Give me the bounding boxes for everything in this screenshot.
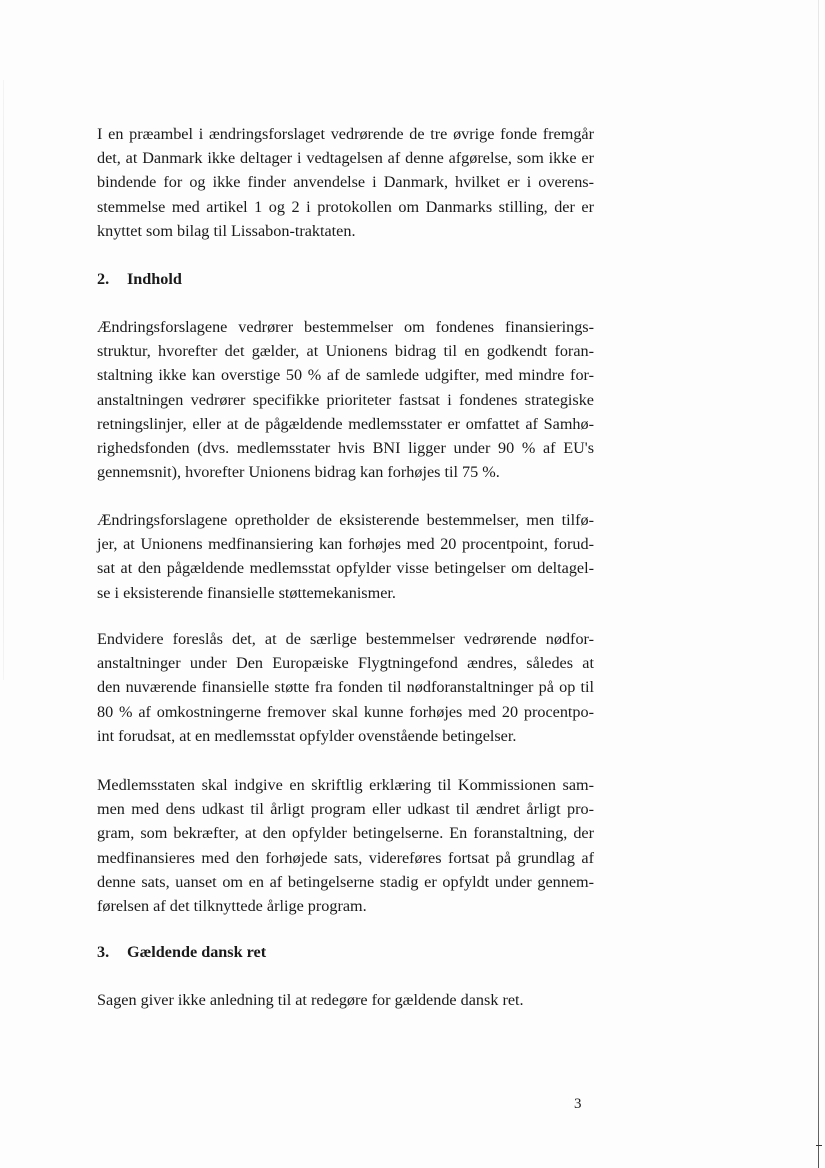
- content-paragraph: [97, 773, 594, 918]
- heading-number: 3.: [97, 943, 110, 961]
- text-line: gennemsnit), hvorefter Unionens bidrag kan forhøjes til 75 %.: [97, 463, 500, 482]
- text-line: se i eksisterende finansielle støttemekanismer.: [97, 583, 396, 602]
- text-line: men med dens udkast til årligt program eller udkast til ændret årligt pro-: [97, 800, 594, 819]
- text-line: den nuværende finansielle støtte fra fonden til nødforanstaltninger på op til: [97, 678, 594, 697]
- section-heading-gaeldende-dansk-ret: [97, 940, 594, 964]
- text-line: førelsen af det tilknyttede årlige program.: [97, 897, 367, 916]
- text-line: I en præambel i ændringsforslaget vedrørende de tre øvrige fonde fremgår: [97, 125, 594, 143]
- text-line: 80 % af omkostningerne fremover skal kunne forhøjes med 20 procentpo-: [97, 702, 594, 721]
- scan-edge-right: [818, 0, 819, 1168]
- page-number: 3: [574, 1096, 582, 1112]
- text-line: anstaltningen vedrører specifikke prioriteter fastsat i fondenes strategiske: [97, 390, 594, 409]
- heading-title: Gældende dansk ret: [127, 943, 267, 961]
- text-line: Endvidere foreslås det, at de særlige bestemmelser vedrørende nødfor-: [97, 630, 594, 648]
- text-line: denne sats, uanset om en af betingelserne stadig er opfyldt under gennem-: [97, 872, 594, 891]
- text-line: bindende for og ikke finder anvendelse i Danmark, hvilket er i overens-: [97, 173, 594, 192]
- text-line: det, at Danmark ikke deltager i vedtagelsen af denne afgørelse, som ikke er: [97, 149, 594, 168]
- text-line: stemmelse med artikel 1 og 2 i protokollen om Danmarks stilling, der er: [97, 197, 594, 216]
- text-line: retningslinjer, eller at de pågældende medlemsstater er omfattet af Samhø-: [97, 414, 594, 433]
- intro-paragraph: [97, 122, 594, 243]
- text-line: medfinansieres med den forhøjede sats, videreføres fortsat på grundlag af: [97, 848, 594, 867]
- text-line: jer, at Unionens medfinansiering kan forhøjes med 20 procentpoint, forud-: [97, 535, 594, 554]
- text-line: Ændringsforslagene opretholder de eksisterende bestemmelser, men tilfø-: [97, 511, 594, 529]
- heading-number: 2.: [97, 270, 110, 288]
- text-line: sat at den pågældende medlemsstat opfylder visse betingelser om deltagel-: [97, 559, 594, 578]
- scan-edge-left: [3, 80, 4, 680]
- text-line: righedsfonden (dvs. medlemsstater hvis BNI ligger under 90 % af EU's: [97, 439, 594, 458]
- text-line: int forudsat, at en medlemsstat opfylder ovenstående betingelser.: [97, 726, 517, 745]
- text-line: anstaltninger under Den Europæiske Flygtningefond ændres, således at: [97, 654, 594, 673]
- content-paragraph: [97, 508, 594, 605]
- text-line: Sagen giver ikke anledning til at redegøre for gældende dansk ret.: [97, 991, 524, 1009]
- scan-mark: [816, 1145, 822, 1146]
- content-paragraph: [97, 315, 594, 484]
- text-line: knyttet som bilag til Lissabon-traktaten.: [97, 221, 356, 240]
- content-paragraph: [97, 627, 594, 748]
- text-line: gram, som bekræfter, at den opfylder betingelserne. En foranstaltning, der: [97, 824, 594, 843]
- text-line: staltning ikke kan overstige 50 % af de samlede udgifter, med mindre for-: [97, 366, 594, 385]
- content-paragraph: [97, 988, 594, 1012]
- text-line: Ændringsforslagene vedrører bestemmelser om fondenes finansierings-: [97, 318, 594, 336]
- heading-title: Indhold: [127, 270, 182, 288]
- text-line: Medlemsstaten skal indgive en skriftlig erklæring til Kommissionen sam-: [97, 776, 594, 794]
- section-heading-indhold: [97, 267, 594, 291]
- text-line: struktur, hvorefter det gælder, at Unionens bidrag til en godkendt foran-: [97, 342, 594, 361]
